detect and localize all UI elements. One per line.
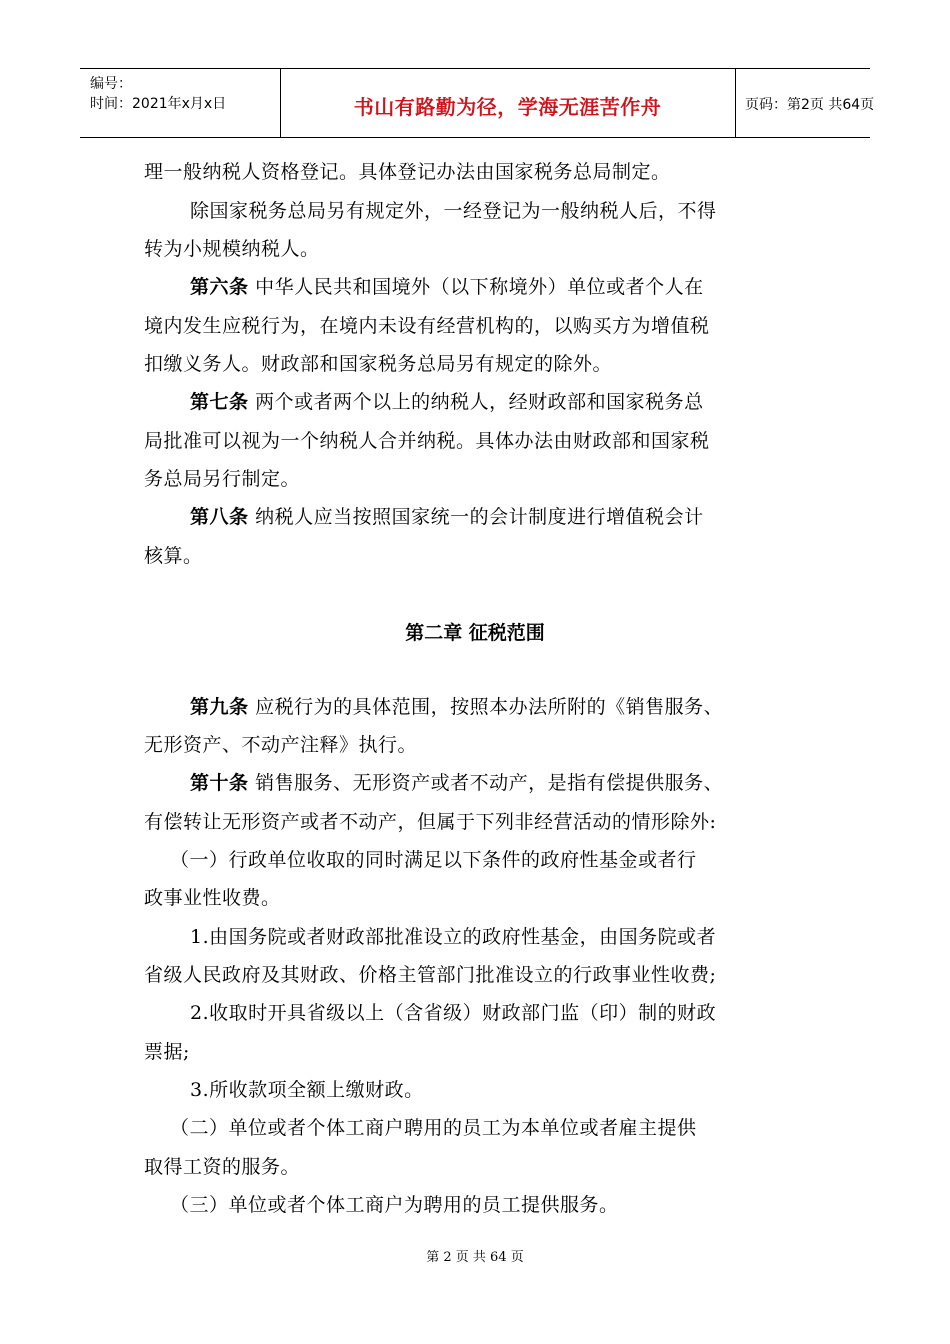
paragraph-line: 取得工资的服务。 [144, 1156, 301, 1178]
article-9-title: 第九条 [190, 696, 249, 718]
motto: 书山有路勤为径，学海无涯苦作舟 [353, 95, 662, 119]
article-9-text: 应税行为的具体范围，按照本办法所附的《销售服务、 [255, 696, 724, 718]
paragraph-line: 有偿转让无形资产或者不动产，但属于下列非经营活动的情形除外: [144, 811, 717, 833]
time-label: 时间：2021年x月x日 [90, 96, 227, 112]
paragraph-line: 除国家税务总局另有规定外，一经登记为一般纳税人后，不得 [190, 200, 717, 222]
list-item-line: （二）单位或者个体工商户聘用的员工为本单位或者雇主提供 [170, 1117, 697, 1139]
article-10-text: 销售服务、无形资产或者不动产，是指有偿提供服务、 [255, 772, 724, 794]
list-item-line: 3.所收款项全额上缴财政。 [190, 1079, 424, 1101]
article-9-line [190, 695, 723, 719]
list-item-line: 1.由国务院或者财政部批准设立的政府性基金，由国务院或者 [190, 926, 717, 948]
article-10-line [190, 771, 723, 795]
list-item-line: （三）单位或者个体工商户为聘用的员工提供服务。 [170, 1194, 619, 1216]
paragraph-line: 政事业性收费。 [144, 887, 281, 909]
article-6-text: 中华人民共和国境外（以下称境外）单位或者个人在 [255, 276, 704, 298]
paragraph-line: 境内发生应税行为，在境内未设有经营机构的，以购买方为增值税 [144, 315, 710, 337]
header-motto-cell [280, 69, 736, 137]
paragraph-line: 无形资产、不动产注释》执行。 [144, 734, 418, 756]
paragraph-line: 务总局另行制定。 [144, 468, 301, 490]
serial-label: 编号： [90, 76, 132, 92]
header-meta-cell [80, 69, 281, 137]
article-6-line [190, 275, 704, 299]
article-7-title: 第七条 [190, 391, 249, 413]
page-header [80, 68, 875, 138]
paragraph-line: 省级人民政府及其财政、价格主管部门批准设立的行政事业性收费; [144, 964, 717, 986]
article-8-title: 第八条 [190, 506, 249, 528]
article-8-text: 纳税人应当按照国家统一的会计制度进行增值税会计 [255, 506, 704, 528]
paragraph-line: 转为小规模纳税人。 [144, 238, 320, 260]
paragraph-line: 核算。 [144, 545, 203, 567]
article-7-text: 两个或者两个以上的纳税人，经财政部和国家税务总 [255, 391, 704, 413]
page-info: 页码：第2页 共64页 [745, 97, 875, 113]
article-10-title: 第十条 [190, 772, 249, 794]
list-item-line: 2.收取时开具省级以上（含省级）财政部门监（印）制的财政 [190, 1002, 717, 1024]
paragraph-line: 票据; [144, 1041, 190, 1063]
chapter-heading: 第二章 征税范围 [405, 622, 545, 644]
paragraph-line: 理一般纳税人资格登记。具体登记办法由国家税务总局制定。 [144, 161, 671, 183]
page-footer: 第 2 页 共 64 页 [426, 1250, 524, 1265]
list-item-line: （一）行政单位收取的同时满足以下条件的政府性基金或者行 [170, 849, 697, 871]
paragraph-line: 扣缴义务人。财政部和国家税务总局另有规定的除外。 [144, 353, 613, 375]
article-6-title: 第六条 [190, 276, 249, 298]
paragraph-line: 局批准可以视为一个纳税人合并纳税。具体办法由财政部和国家税 [144, 430, 710, 452]
header-page-cell [735, 69, 875, 137]
article-8-line [190, 505, 704, 529]
article-7-line [190, 390, 704, 414]
